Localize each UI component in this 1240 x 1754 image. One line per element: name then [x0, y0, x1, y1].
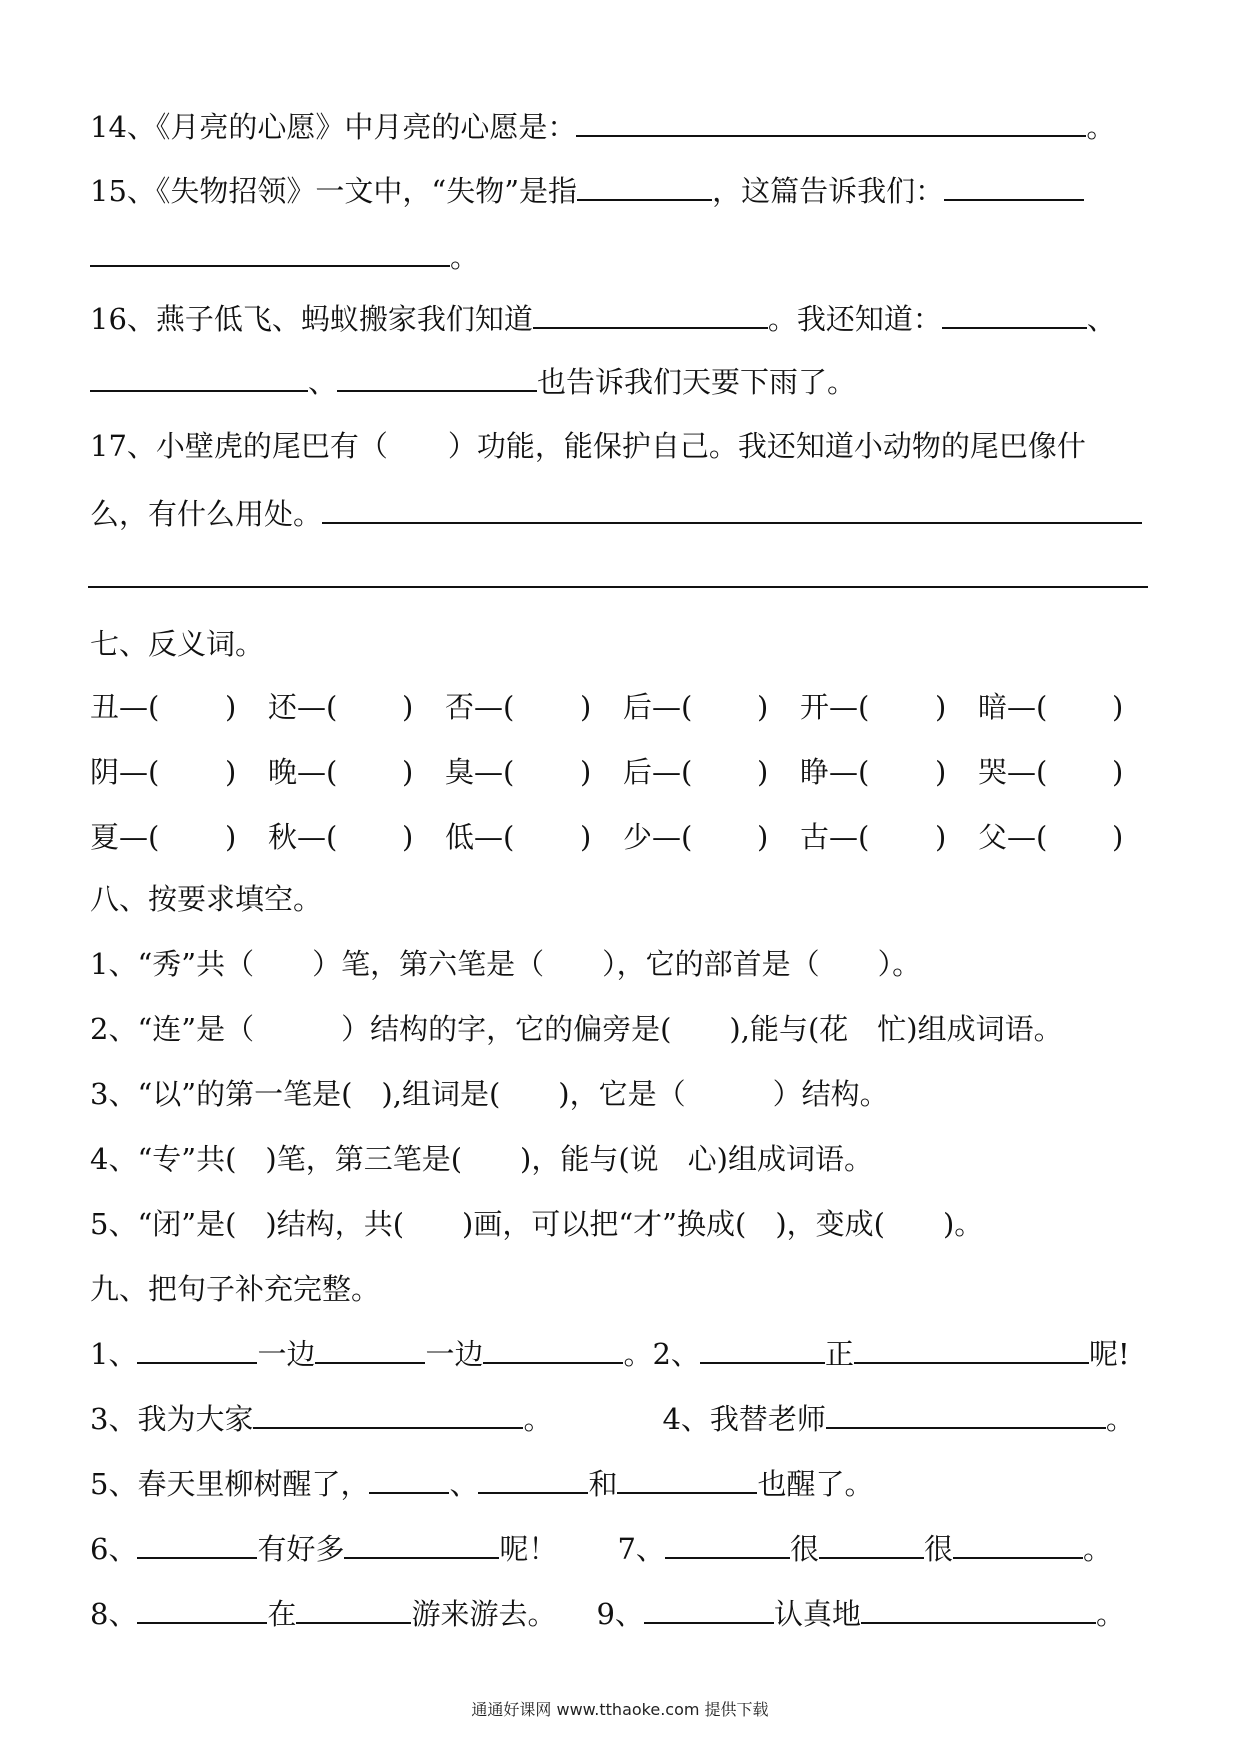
- blank[interactable]: [665, 1531, 790, 1559]
- sec9-row-1: 1、 一边 一边 。2、 正 呢!: [90, 1337, 1130, 1371]
- antonym-item: 丑—(: [90, 690, 160, 724]
- question-17-cont: 么，有什么用处。: [90, 495, 1142, 533]
- q15-blank-lesson-cont[interactable]: [90, 239, 450, 267]
- blank[interactable]: [617, 1466, 757, 1494]
- antonym-close[interactable]: ): [757, 820, 769, 854]
- q16-blank-3[interactable]: [90, 364, 308, 392]
- question-15: 15、《失物招领》一文中，“失物”是指 ，这篇告诉我们：: [90, 172, 1084, 210]
- sec8-item-4[interactable]: 4、“专”共( )笔，第三笔是( )，能与(说 心)组成词语。: [90, 1142, 873, 1176]
- antonym-item: 后—(: [623, 755, 693, 789]
- blank[interactable]: [344, 1531, 499, 1559]
- antonym-close[interactable]: ): [225, 755, 237, 789]
- antonym-item: 少—(: [623, 820, 693, 854]
- q15-blank-lost-item[interactable]: [577, 173, 712, 201]
- q15-blank-lesson[interactable]: [944, 173, 1084, 201]
- blank[interactable]: [644, 1596, 774, 1624]
- question-16: 16、燕子低飞、蚂蚁搬家我们知道 。我还知道： 、: [90, 302, 1116, 336]
- blank[interactable]: [137, 1596, 267, 1624]
- antonym-close[interactable]: ): [1112, 820, 1124, 854]
- antonym-close[interactable]: ): [935, 820, 947, 854]
- blank[interactable]: [253, 1401, 523, 1429]
- blank[interactable]: [296, 1596, 411, 1624]
- sec8-item-5[interactable]: 5、“闭”是( )结构，共( )画，可以把“才”换成( )，变成( )。: [90, 1207, 984, 1241]
- antonym-close[interactable]: ): [580, 690, 592, 724]
- blank[interactable]: [478, 1466, 588, 1494]
- sec9-row-4: 6、 有好多 呢！ 7、 很 很 。: [90, 1532, 1112, 1566]
- sec8-item-1[interactable]: 1、“秀”共（ ）笔，第六笔是（ ），它的部首是（ ）。: [90, 947, 922, 981]
- antonym-item: 阴—(: [90, 755, 160, 789]
- sec9-row-5: 8、 在 游来游去。 9、 认真地 。: [90, 1597, 1125, 1631]
- blank[interactable]: [854, 1336, 1089, 1364]
- blank[interactable]: [861, 1596, 1096, 1624]
- antonym-close[interactable]: ): [225, 690, 237, 724]
- q16-blank-1[interactable]: [533, 301, 768, 329]
- q14-blank[interactable]: [576, 109, 1086, 137]
- blank[interactable]: [315, 1336, 425, 1364]
- section-8-title: 八、按要求填空。: [90, 882, 323, 916]
- antonym-item: 父—(: [978, 820, 1048, 854]
- antonym-close[interactable]: ): [402, 820, 414, 854]
- antonym-close[interactable]: ): [935, 690, 947, 724]
- antonym-close[interactable]: ): [580, 755, 592, 789]
- blank[interactable]: [369, 1466, 449, 1494]
- blank[interactable]: [826, 1401, 1106, 1429]
- antonym-item: 开—(: [800, 690, 870, 724]
- q17-blank-2[interactable]: [88, 586, 1148, 588]
- antonym-close[interactable]: ): [757, 690, 769, 724]
- question-14: 14、《月亮的心愿》中月亮的心愿是： 。: [90, 110, 1116, 144]
- question-15-cont: 。: [90, 238, 479, 276]
- antonym-close[interactable]: ): [935, 755, 947, 789]
- blank[interactable]: [483, 1336, 623, 1364]
- antonym-close[interactable]: ): [402, 755, 414, 789]
- antonym-close[interactable]: ): [757, 755, 769, 789]
- antonym-item: 秋—(: [268, 820, 338, 854]
- antonym-item: 后—(: [623, 690, 693, 724]
- blank[interactable]: [137, 1531, 257, 1559]
- antonym-close[interactable]: ): [1112, 690, 1124, 724]
- antonym-item: 古—(: [800, 820, 870, 854]
- section-7-title: 七、反义词。: [90, 627, 265, 661]
- antonym-close[interactable]: ): [580, 820, 592, 854]
- antonym-item: 晚—(: [268, 755, 338, 789]
- antonym-item: 哭—(: [978, 755, 1048, 789]
- blank[interactable]: [137, 1336, 257, 1364]
- question-17: 17、小壁虎的尾巴有（ ）功能，能保护自己。我还知道小动物的尾巴像什: [90, 429, 1086, 463]
- antonym-item: 否—(: [445, 690, 515, 724]
- antonym-item: 低—(: [445, 820, 515, 854]
- sec8-item-2[interactable]: 2、“连”是（ ）结构的字，它的偏旁是( ),能与(花 忙)组成词语。: [90, 1012, 1063, 1046]
- antonym-item: 暗—(: [978, 690, 1048, 724]
- sec9-row-3: 5、春天里柳树醒了， 、 和 也醒了。: [90, 1467, 874, 1501]
- q17-blank-1[interactable]: [322, 496, 1142, 524]
- antonym-item: 夏—(: [90, 820, 160, 854]
- antonym-item: 臭—(: [445, 755, 515, 789]
- question-16-cont: 、 也告诉我们天要下雨了。: [90, 363, 856, 401]
- blank[interactable]: [953, 1531, 1083, 1559]
- antonym-close[interactable]: ): [1112, 755, 1124, 789]
- q16-blank-2[interactable]: [942, 301, 1087, 329]
- sec9-row-2: 3、我为大家 。 4、我替老师 。: [90, 1402, 1135, 1436]
- antonym-close[interactable]: ): [225, 820, 237, 854]
- antonym-item: 睁—(: [800, 755, 870, 789]
- sec8-item-3[interactable]: 3、“以”的第一笔是( ),组词是( )，它是（ ）结构。: [90, 1077, 889, 1111]
- q16-blank-4[interactable]: [337, 364, 537, 392]
- q14-text: 14、《月亮的心愿》中月亮的心愿是：: [90, 110, 577, 144]
- page-footer: 通通好课网 www.tthaoke.com 提供下载: [471, 1700, 769, 1719]
- blank[interactable]: [700, 1336, 825, 1364]
- antonym-item: 还—(: [268, 690, 338, 724]
- blank[interactable]: [819, 1531, 924, 1559]
- antonym-close[interactable]: ): [402, 690, 414, 724]
- section-9-title: 九、把句子补充完整。: [90, 1272, 381, 1306]
